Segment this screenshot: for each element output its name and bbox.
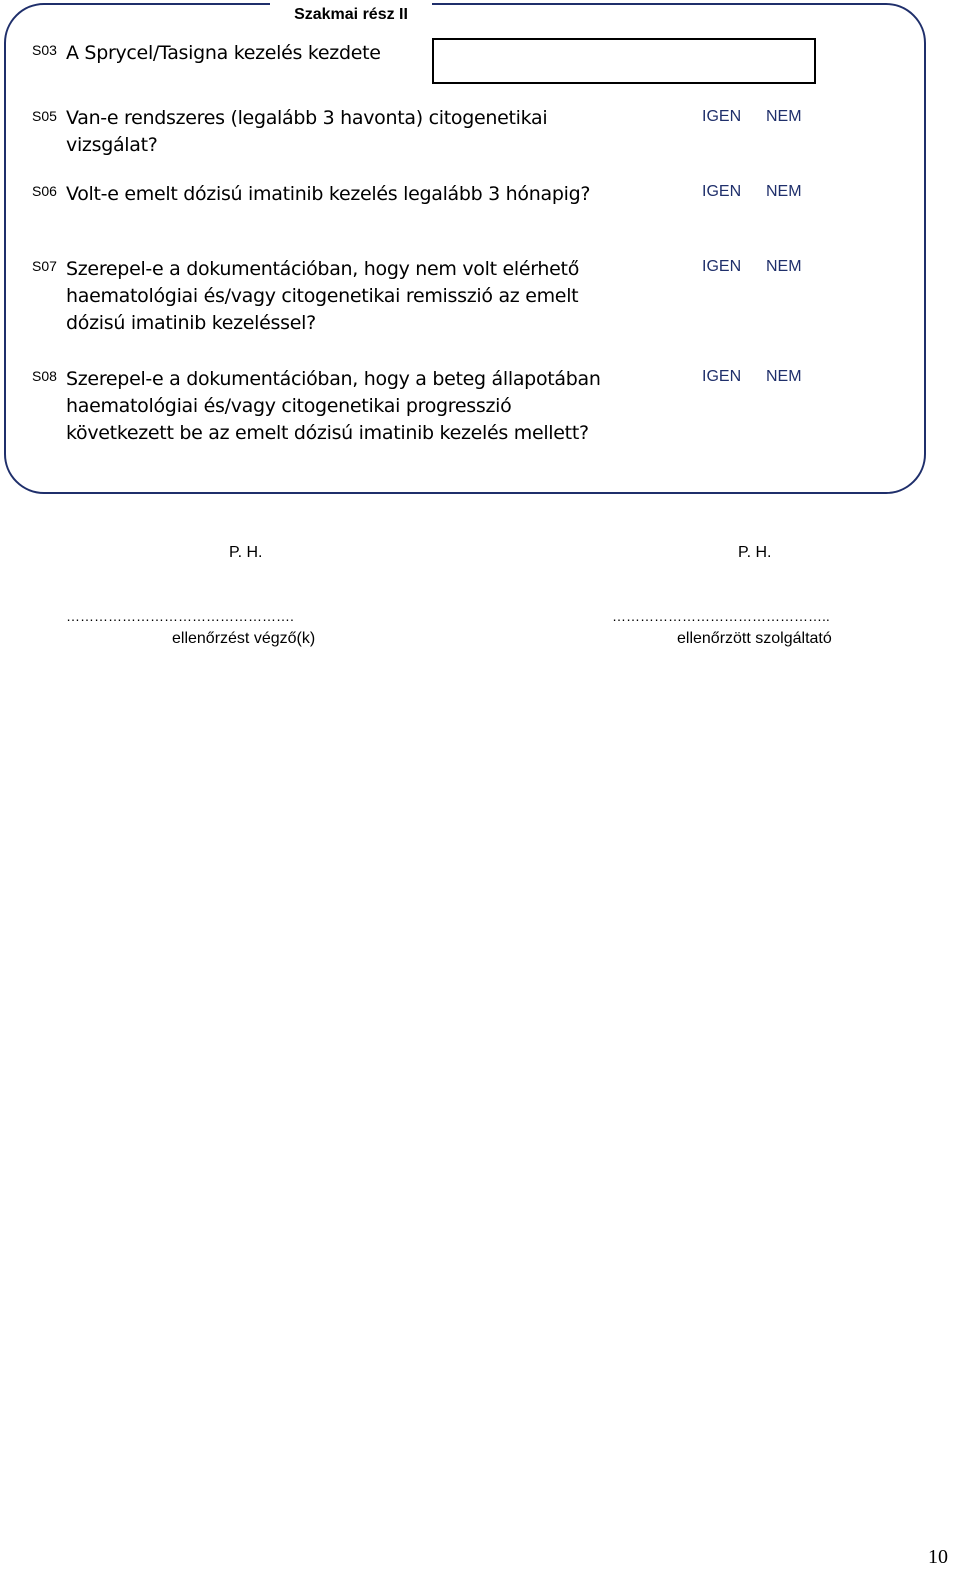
signature-line-inspector: …………………………………………. <box>66 608 294 624</box>
question-code-s03: S03 <box>32 42 57 58</box>
section-title: Szakmai rész II <box>270 0 432 30</box>
option-yes-s08[interactable]: IGEN <box>702 368 742 385</box>
stamp-placeholder-inspector: P. H. <box>229 544 263 561</box>
question-text-s07: Szerepel-e a dokumentációban, hogy nem volt elérhető haematológiai és/vagy citogenetikai remisszió az emelt dózisú imatinib kezeléssel? <box>66 258 580 334</box>
question-text-s06: Volt-e emelt dózisú imatinib kezelés legalább 3 hónapig? <box>66 183 591 205</box>
option-no-s08[interactable]: NEM <box>766 368 802 385</box>
start-date-input-box[interactable] <box>432 38 816 84</box>
signature-label-inspector: ellenőrzést végző(k) <box>172 630 316 647</box>
question-code-s06: S06 <box>32 183 57 199</box>
signature-line-provider: ……………………………………….. <box>612 608 830 624</box>
question-text-s05: Van-e rendszeres (legalább 3 havonta) citogenetikai vizsgálat? <box>66 107 548 156</box>
stamp-placeholder-provider: P. H. <box>738 544 772 561</box>
option-yes-s06[interactable]: IGEN <box>702 183 742 200</box>
option-no-s06[interactable]: NEM <box>766 183 802 200</box>
option-no-s07[interactable]: NEM <box>766 258 802 275</box>
option-yes-s07[interactable]: IGEN <box>702 258 742 275</box>
question-code-s07: S07 <box>32 258 57 274</box>
option-yes-s05[interactable]: IGEN <box>702 108 742 125</box>
question-text-s03: A Sprycel/Tasigna kezelés kezdete <box>66 42 381 64</box>
page-number: 10 <box>928 1546 948 1568</box>
question-text-s08: Szerepel-e a dokumentációban, hogy a beteg állapotában haematológiai és/vagy citogenetikai progresszió következett be az emelt dózisú imatinib kezelés mellett? <box>66 368 601 444</box>
question-code-s05: S05 <box>32 108 57 124</box>
question-code-s08: S08 <box>32 368 57 384</box>
option-no-s05[interactable]: NEM <box>766 108 802 125</box>
signature-label-provider: ellenőrzött szolgáltató <box>677 630 832 647</box>
